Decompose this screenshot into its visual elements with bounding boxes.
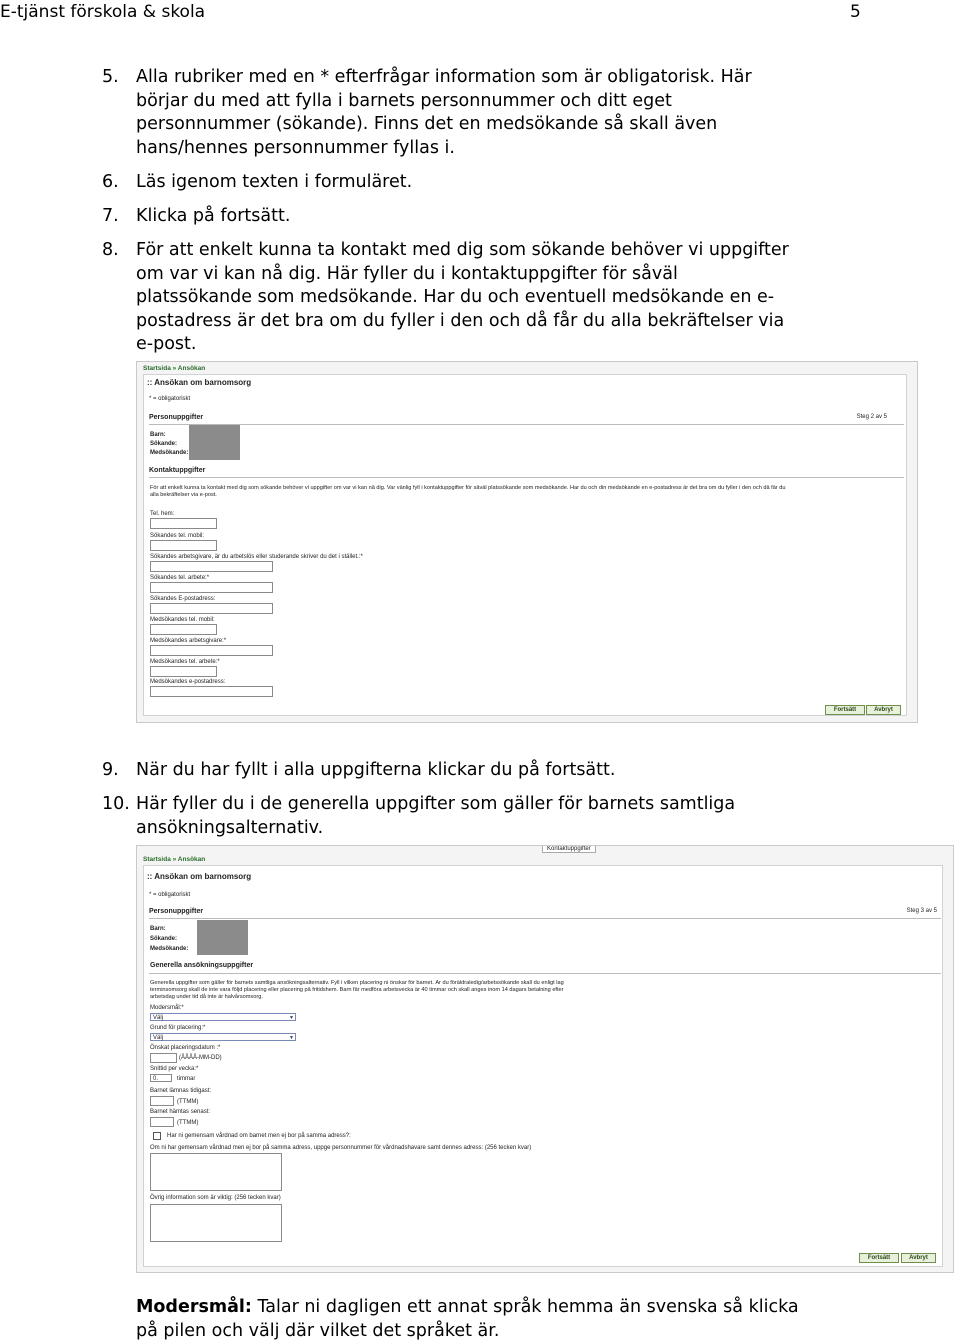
field-label: Grund för placering:* bbox=[150, 1025, 206, 1031]
step-number: 8. bbox=[102, 240, 119, 260]
label-medsokande: Medsökande: bbox=[150, 450, 189, 456]
form-panel bbox=[143, 374, 907, 716]
placement-reason-select[interactable] bbox=[150, 1033, 296, 1041]
label-barn: Barn: bbox=[150, 926, 166, 932]
field-label: Medsökandes arbetsgivare:* bbox=[150, 638, 227, 644]
section-divider bbox=[149, 973, 941, 974]
step-line: Alla rubriker med en * efterfrågar information som är obligatorisk. Här bbox=[136, 67, 752, 87]
input-medsokande-tel-arbete[interactable] bbox=[150, 666, 217, 677]
section-personuppgifter: Personuppgifter bbox=[149, 414, 204, 421]
step-line: om var vi kan nå dig. Här fyller du i kontaktuppgifter för såväl bbox=[136, 263, 678, 284]
chevron-down-icon[interactable]: ▼ bbox=[289, 1015, 294, 1021]
intro-text bbox=[150, 485, 905, 499]
note-text: Talar ni dagligen ett annat språk hemma än svenska så klicka bbox=[251, 1297, 799, 1317]
pick-up-time-input[interactable] bbox=[150, 1117, 174, 1127]
breadcrumb: Startsida » Ansökan bbox=[143, 365, 206, 372]
step-indicator: Steg 3 av 5 bbox=[906, 908, 937, 914]
step-indicator: Steg 2 av 5 bbox=[856, 414, 887, 420]
redacted-block bbox=[189, 425, 240, 460]
field-label: Barnet lämnas tidigast: bbox=[150, 1088, 212, 1094]
step-number: 10. bbox=[102, 794, 130, 814]
redacted-block bbox=[197, 920, 248, 955]
intro-line: Generella uppgifter som gäller för barnets samtliga ansökningsalternativ. Fyll i vilken placering ni önskar för barnet. Är du föräldraledig/arbetssökande skall du enligt lag bbox=[150, 980, 564, 986]
step-line: För att enkelt kunna ta kontakt med dig som sökande behöver vi uppgifter bbox=[136, 240, 789, 260]
field-label: Övrig information som är viktig: (256 tecken kvar) bbox=[150, 1195, 281, 1201]
field-label: Barnet hämtas senast: bbox=[150, 1109, 211, 1115]
hours-per-week-input[interactable]: 0. bbox=[150, 1074, 172, 1082]
form-title: :: Ansökan om barnomsorg bbox=[147, 378, 252, 387]
section-personuppgifter: Personuppgifter bbox=[149, 908, 204, 915]
input-medsokande-arbetsgivare[interactable] bbox=[150, 645, 273, 656]
step-line: e-post. bbox=[136, 334, 197, 354]
input-medsokande-epost[interactable] bbox=[150, 686, 273, 697]
form-screenshot-contact bbox=[136, 361, 918, 723]
field-label: Medsökandes e-postadress: bbox=[150, 679, 226, 685]
input-sokande-mobil[interactable] bbox=[150, 540, 217, 551]
joint-custody-checkbox[interactable] bbox=[153, 1132, 161, 1140]
page-number: 5 bbox=[850, 2, 861, 22]
chevron-down-icon[interactable]: ▼ bbox=[289, 1035, 294, 1041]
required-note: * = obligatoriskt bbox=[149, 396, 191, 402]
field-label: Snittid per vecka:* bbox=[150, 1066, 199, 1072]
cancel-button[interactable]: Avbryt bbox=[866, 705, 901, 715]
section-divider bbox=[149, 918, 941, 919]
label-barn: Barn: bbox=[150, 432, 166, 438]
label-medsokande: Medsökande: bbox=[150, 946, 189, 952]
continue-button[interactable]: Fortsätt bbox=[859, 1253, 899, 1263]
step-line: platssökande som medsökande. Har du och eventuell medsökande en e- bbox=[136, 287, 775, 307]
step-line: Klicka på fortsätt. bbox=[136, 206, 291, 226]
input-sokande-epost[interactable] bbox=[150, 603, 273, 614]
form-screenshot-general bbox=[136, 845, 954, 1273]
field-label: Modersmål:* bbox=[150, 1005, 184, 1011]
step-line: Här fyller du i de generella uppgifter som gäller för barnets samtliga bbox=[136, 794, 736, 814]
field-label: Tel. hem: bbox=[150, 511, 175, 517]
field-label: Sökandes tel. mobil: bbox=[150, 533, 205, 539]
section-generella: Generella ansökningsuppgifter bbox=[150, 962, 254, 969]
intro-line: arbetsdag under tid då inte är halvårsomsorg. bbox=[150, 994, 263, 1000]
select-value: Välj bbox=[153, 1035, 164, 1041]
label-sokande: Sökande: bbox=[150, 936, 178, 942]
input-tel-hem[interactable] bbox=[150, 518, 217, 529]
cancel-button[interactable]: Avbryt bbox=[901, 1253, 936, 1263]
note-line: på pilen och välj där vilket det språket är. bbox=[136, 1320, 500, 1341]
breadcrumb: Startsida » Ansökan bbox=[143, 856, 206, 863]
form-title: :: Ansökan om barnomsorg bbox=[147, 872, 252, 881]
field-label: Om ni har gemensam vårdnad men ej bor på samma adress, uppge personnummer för vårdnadshavare samt dennes adress: (256 tecken kvar) bbox=[150, 1145, 532, 1151]
step-line: När du har fyllt i alla uppgifterna klickar du på fortsätt. bbox=[136, 760, 616, 780]
checkbox-label: Har ni gemensam vårdnad om barnet men ej bor på samma adress?: bbox=[167, 1133, 351, 1139]
step-number: 6. bbox=[102, 172, 119, 192]
mother-tongue-select[interactable] bbox=[150, 1013, 296, 1021]
intro-line: För att enkelt kunna ta kontakt med dig som sökande behöver vi uppgifter om var vi kan nå dig. Var vänlig fyll i kontaktuppgifter för såväl platssökande som medsökande. Har du och din medsökande en e-postadress är det bra om du fyller i den och då får du bbox=[150, 485, 786, 491]
field-label: Sökandes E-postadress: bbox=[150, 596, 216, 602]
label-sokande: Sökande: bbox=[150, 441, 178, 447]
section-kontaktuppgifter: Kontaktuppgifter bbox=[149, 467, 206, 474]
step-line: ansökningsalternativ. bbox=[136, 817, 324, 838]
drop-off-time-input[interactable] bbox=[150, 1096, 174, 1106]
field-unit: timmar bbox=[177, 1076, 196, 1082]
required-note: * = obligatoriskt bbox=[149, 892, 191, 898]
field-hint: (TTMM) bbox=[177, 1099, 199, 1105]
intro-line: alla bekräftelser via e-post. bbox=[150, 492, 217, 498]
step-line: postadress är det bra om du fyller i den och då får du alla bekräftelser via bbox=[136, 310, 785, 331]
mother-tongue-note bbox=[136, 1296, 936, 1343]
field-label: Medsökandes tel. mobil: bbox=[150, 617, 215, 623]
step-line: personnummer (sökande). Finns det en medsökande så skall även bbox=[136, 114, 718, 134]
input-medsokande-mobil[interactable] bbox=[150, 624, 217, 635]
step-number: 9. bbox=[102, 760, 119, 780]
step-line: börjar du med att fylla i barnets personnummer och ditt eget bbox=[136, 90, 672, 111]
step-line: hans/hennes personnummer fyllas i. bbox=[136, 137, 455, 158]
section-divider bbox=[149, 424, 904, 425]
top-tab-label: Kontaktuppgifter bbox=[542, 845, 596, 853]
field-label: Sökandes arbetsgivare, är du arbetslös eller studerande skriver du det i stället.:* bbox=[150, 554, 363, 560]
continue-button[interactable]: Fortsätt bbox=[825, 705, 865, 715]
field-label: Sökandes tel. arbete:* bbox=[150, 575, 210, 581]
field-hint: (ÅÅÅÅ-MM-DD) bbox=[179, 1055, 222, 1061]
other-info-textarea[interactable] bbox=[150, 1204, 282, 1242]
input-sokande-tel-arbete[interactable] bbox=[150, 582, 273, 593]
field-label: Önskat placeringsdatum :* bbox=[150, 1045, 221, 1051]
input-sokande-arbetsgivare[interactable] bbox=[150, 561, 273, 572]
intro-line: terminsomsorg skall de inte vara följd placering eller placering på fritidshem. Barn får medföra arbetsvecka är 40 timmar och skall anges inom 14 dagars betalning efter bbox=[150, 987, 564, 993]
step-number: 5. bbox=[102, 67, 119, 87]
note-line bbox=[136, 1296, 936, 1320]
step-number: 7. bbox=[102, 206, 119, 226]
field-label: Medsökandes tel. arbete:* bbox=[150, 659, 220, 665]
note-bold-label: Modersmål: bbox=[136, 1297, 252, 1317]
intro-text bbox=[150, 980, 940, 1001]
field-hint: (TTMM) bbox=[177, 1120, 199, 1126]
placement-date-input[interactable] bbox=[150, 1053, 177, 1063]
step-line: Läs igenom texten i formuläret. bbox=[136, 172, 413, 192]
section-divider bbox=[149, 477, 904, 478]
custody-info-textarea[interactable] bbox=[150, 1153, 282, 1191]
document-header-title: E-tjänst förskola & skola bbox=[0, 2, 206, 22]
select-value: Välj bbox=[153, 1015, 164, 1021]
